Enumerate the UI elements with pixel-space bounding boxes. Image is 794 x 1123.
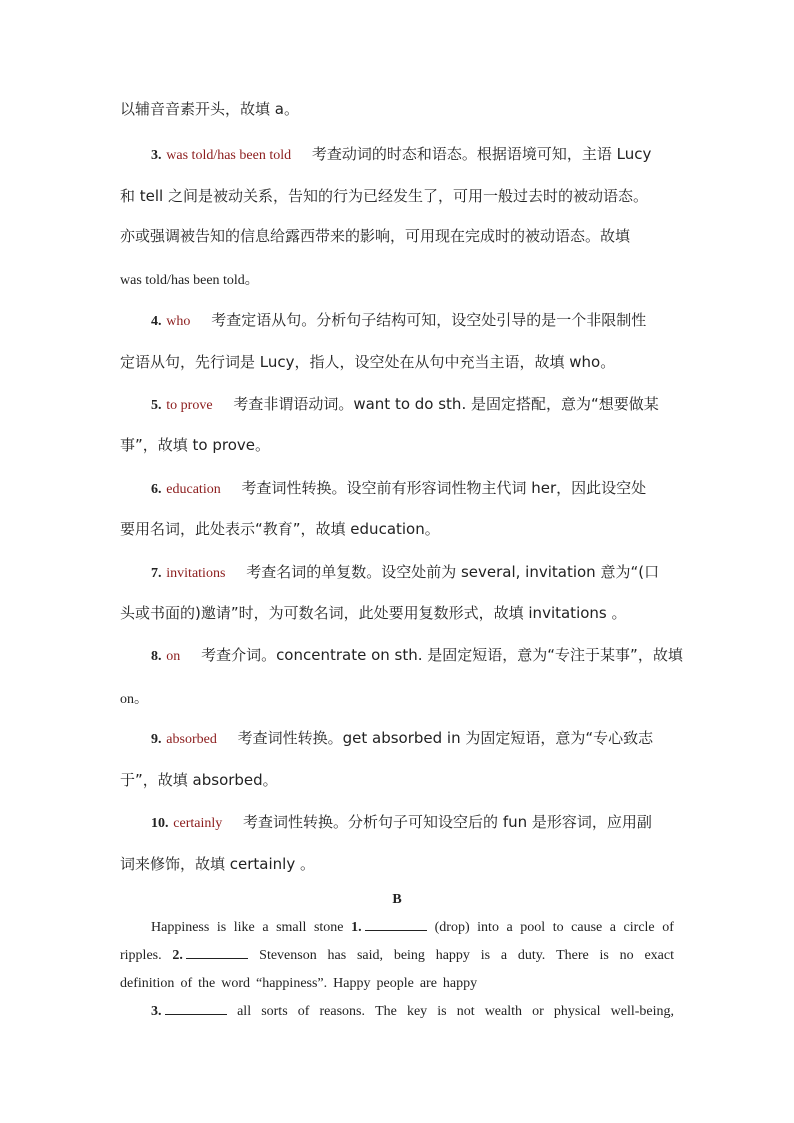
item-number: 9. xyxy=(151,732,162,747)
explanation-text: 考查名词的单复数。设空处前为 several, invitation 意为“(口 xyxy=(246,563,660,581)
item-number: 7. xyxy=(151,566,162,581)
answer-text: who xyxy=(166,314,191,329)
explanation-line: 词来修饰，故填 certainly 。 xyxy=(120,855,315,873)
explanation-line: 和 tell 之间是被动关系，告知的行为已经发生了，可用一般过去时的被动语态。 xyxy=(120,187,648,205)
explanation-line: 亦或强调被告知的信息给露西带来的影响，可用现在完成时的被动语态。故填 xyxy=(120,227,631,245)
blank-3-input[interactable] xyxy=(165,1002,227,1015)
answer-text: to prove xyxy=(166,398,213,413)
answer-item-7 xyxy=(151,562,678,584)
explanation-text: 考查词性转换。设空前有形容词性物主代词 her，因此设空处 xyxy=(241,479,647,497)
explanation-text: 考查介词。concentrate on sth. 是固定短语，意为“专注于某事”，故填 xyxy=(201,646,683,664)
explanation-line: on。 xyxy=(120,692,148,707)
answer-item-10 xyxy=(151,812,678,834)
explanation-text: 考查词性转换。get absorbed in 为固定短语，意为“专心致志 xyxy=(237,729,654,747)
answer-text: was told/has been told xyxy=(166,148,292,163)
answer-item-4 xyxy=(151,310,678,332)
item-number: 8. xyxy=(151,649,162,664)
answer-text: on xyxy=(166,649,181,664)
explanation-text: 考查非谓语动词。want to do sth. 是固定搭配，意为“想要做某 xyxy=(233,395,659,413)
blank-2-input[interactable] xyxy=(186,946,248,959)
passage-line-1: Happiness is like a small stone 1. (drop) into a pool to cause a circle of xyxy=(151,920,674,935)
answer-item-6 xyxy=(151,478,678,500)
passage-line-4: 3. all sorts of reasons. The key is not wealth or physical well-being, xyxy=(151,1004,674,1019)
item-number: 4. xyxy=(151,314,162,329)
explanation-line: 要用名词，此处表示“教育”，故填 education。 xyxy=(120,520,440,538)
explanation-text: 考查定语从句。分析句子结构可知，设空处引导的是一个非限制性 xyxy=(211,311,647,329)
explanation-line: 头或书面的)邀请”时，为可数名词，此处要用复数形式，故填 invitations 。 xyxy=(120,604,627,622)
answer-item-9 xyxy=(151,728,678,750)
explanation-line: 定语从句，先行词是 Lucy，指人，设空处在从句中充当主语，故填 who。 xyxy=(120,353,616,371)
passage-line-2: ripples. 2. Stevenson has said, being happy is a duty. There is no exact xyxy=(120,948,674,963)
answer-text: invitations xyxy=(166,566,226,581)
answer-text: absorbed xyxy=(166,732,217,747)
explanation-text: 考查动词的时态和语态。根据语境可知，主语 Lucy xyxy=(311,145,652,163)
blank-number: 2. xyxy=(172,948,183,963)
section-title: B xyxy=(392,892,402,907)
answer-continuation: 以辅音音素开头，故填 a。 xyxy=(120,100,299,118)
answer-text: education xyxy=(166,482,221,497)
answer-item-3 xyxy=(151,144,678,166)
item-number: 6. xyxy=(151,482,162,497)
blank-1-input[interactable] xyxy=(365,918,427,931)
answer-item-5 xyxy=(151,394,678,416)
item-number: 5. xyxy=(151,398,162,413)
item-number: 10. xyxy=(151,816,169,831)
blank-number: 1. xyxy=(351,920,362,935)
explanation-line: 事”，故填 to prove。 xyxy=(120,436,271,454)
item-number: 3. xyxy=(151,148,162,163)
explanation-text: 考查词性转换。分析句子可知设空后的 fun 是形容词，应用副 xyxy=(243,813,652,831)
blank-number: 3. xyxy=(151,1004,162,1019)
answer-item-8 xyxy=(151,645,683,667)
answer-text: certainly xyxy=(173,816,223,831)
passage-line-3: definition of the word “happiness”. Happy people are happy xyxy=(120,976,478,991)
explanation-line: was told/has been told。 xyxy=(120,273,259,288)
explanation-line: 于”，故填 absorbed。 xyxy=(120,771,278,789)
